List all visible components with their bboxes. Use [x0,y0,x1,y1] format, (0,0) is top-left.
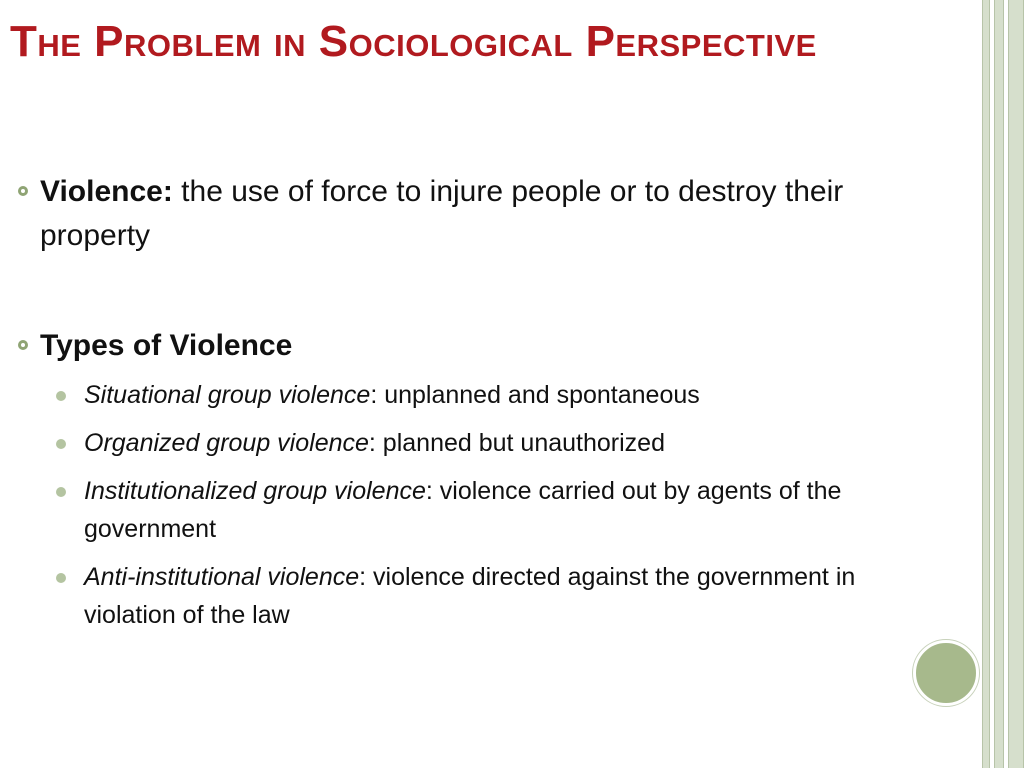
type-term: Situational group violence [84,381,371,409]
border-stripe [994,0,1004,768]
type-text: : violence directed against the government in violation of the law [84,563,856,629]
dot-bullet-icon [56,487,66,497]
type-text: : planned but unauthorized [368,429,665,457]
types-heading: Types of Violence [40,329,293,362]
type-term: Anti-institutional violence [84,563,360,591]
dot-bullet-icon [56,573,66,583]
decorative-border-stripes [978,0,1024,768]
list-item [0,424,930,462]
list-item [0,558,930,634]
border-stripe [982,0,990,768]
ring-bullet-icon [18,186,28,196]
definition-text: the use of force to injure people or to destroy their property [40,175,844,252]
type-term: Institutionalized group violence [84,477,426,505]
slide-title: The Problem in Sociological Perspective [10,17,817,66]
bullet-types-heading [0,324,930,368]
list-item [0,376,930,414]
type-term: Organized group violence [84,429,369,457]
bullet-definition [0,170,930,258]
ring-bullet-icon [18,340,28,350]
border-stripe [1008,0,1024,768]
definition-term: Violence: [40,175,173,208]
decorative-circle [913,640,979,706]
type-text: : unplanned and spontaneous [370,381,700,409]
dot-bullet-icon [56,439,66,449]
type-text: : violence carried out by agents of the government [84,477,842,543]
slide-content [0,170,930,634]
list-item [0,472,930,548]
dot-bullet-icon [56,391,66,401]
